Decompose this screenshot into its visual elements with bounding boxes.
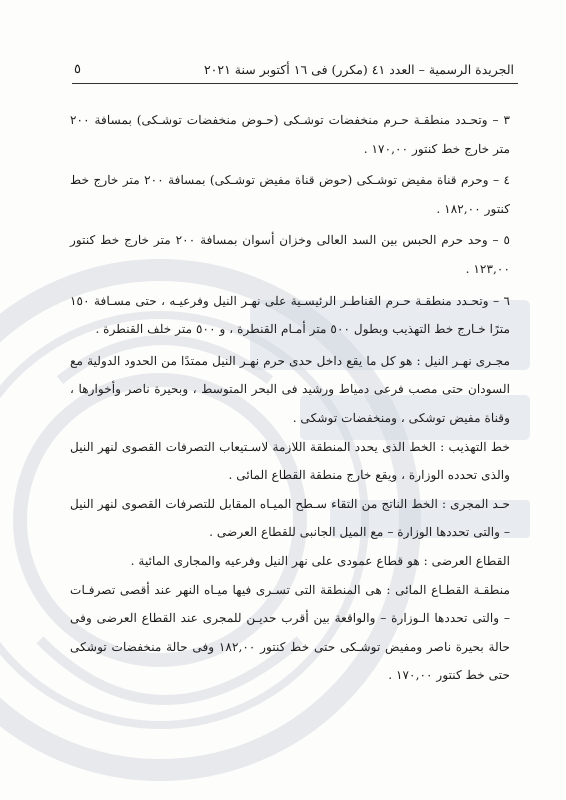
header-title: الجريدة الرسمية – العدد ٤١ (مكرر) فى ١٦ أكتوبر سنة ٢٠٢١ (203, 61, 514, 77)
page-number: ٥ (74, 61, 81, 77)
definition-channel-limit: حـد المجرى : الخط الناتج من التقاء سـطح الميـاه المقابل للتصرفات القصوى لنهر النيل – والتى تحددها الوزارة – مع الميل الجانبى للقطاع العرضى . (70, 496, 510, 540)
definition-water-sector: منطقـة القطـاع المائى : هى المنطقة التى تسـرى فيها ميـاه النهر عند أقصى تصرفـات – والتى تحددها الـوزارة – والواقعة بين أقرب حديـن للمجرى عند القطاع العرضى وفى حالة بحيرة ناصر ومفيض توشـكى حتى خط كنتور ١٨٢,٠٠ وفى حالة منخفضات توشكى حتى خط كنتور ١٧٠,٠٠ . (70, 582, 510, 683)
definition-nile-course: مجـرى نهـر النيل : هو كل ما يقع داخل حدى حرم نهـر النيل ممتدًا من الحدود الدولية مع السودان حتى مصب فرعى دمياط ورشيد فى البحر المتوسط ، وبحيرة ناصر وأخوارها ، وقناة مفيض توشكى ، ومنخفضات توشكى . (70, 353, 510, 425)
header-divider (72, 83, 518, 84)
paragraph-clause-3: ٣ – وتحـدد منطقـة حـرم منخفضات توشـكى (حـوض منخفضات توشـكى) بمسافة ٢٠٠ متر خارج خط كنتور ١٧٠,٠٠ . (70, 113, 510, 156)
paragraph-clause-5: ٥ – وحد حرم الحبس بين السد العالى وخزان أسوان بمسافة ٢٠٠ متر خارج خط كنتور ١٢٣,٠٠ . (70, 233, 510, 276)
paragraph-clause-6: ٦ – وتحـدد منطقـة حـرم القناطـر الرئيسـية على نهـر النيل وفرعيـه ، حتى مسـافة ١٥٠ مترًا خـارج خط التهذيب وبطول ٥٠٠ متر أمـام القنطرة ، و ٥٠٠ متر خلف القنطرة . (70, 293, 510, 337)
paragraph-clause-4: ٤ – وحرم قناة مفيض توشـكى (حوض قناة مفيض توشـكى) بمسافة ٢٠٠ متر خارج خط كنتور ١٨٢,٠٠ . (70, 173, 510, 216)
page-header (74, 58, 514, 80)
definition-regulation-line: خط التهذيب : الخط الذى يحدد المنطقة اللازمة لاسـتيعاب التصرفات القصوى لنهر النيل والذى تحدده الوزارة ، ويقع خارج منطقة القطاع المائى . (70, 439, 510, 483)
document-body (70, 106, 510, 690)
definition-cross-section: القطاع العرضى : هو قطاع عمودى على نهر النيل وفرعيه والمجارى المائية . (130, 553, 510, 568)
